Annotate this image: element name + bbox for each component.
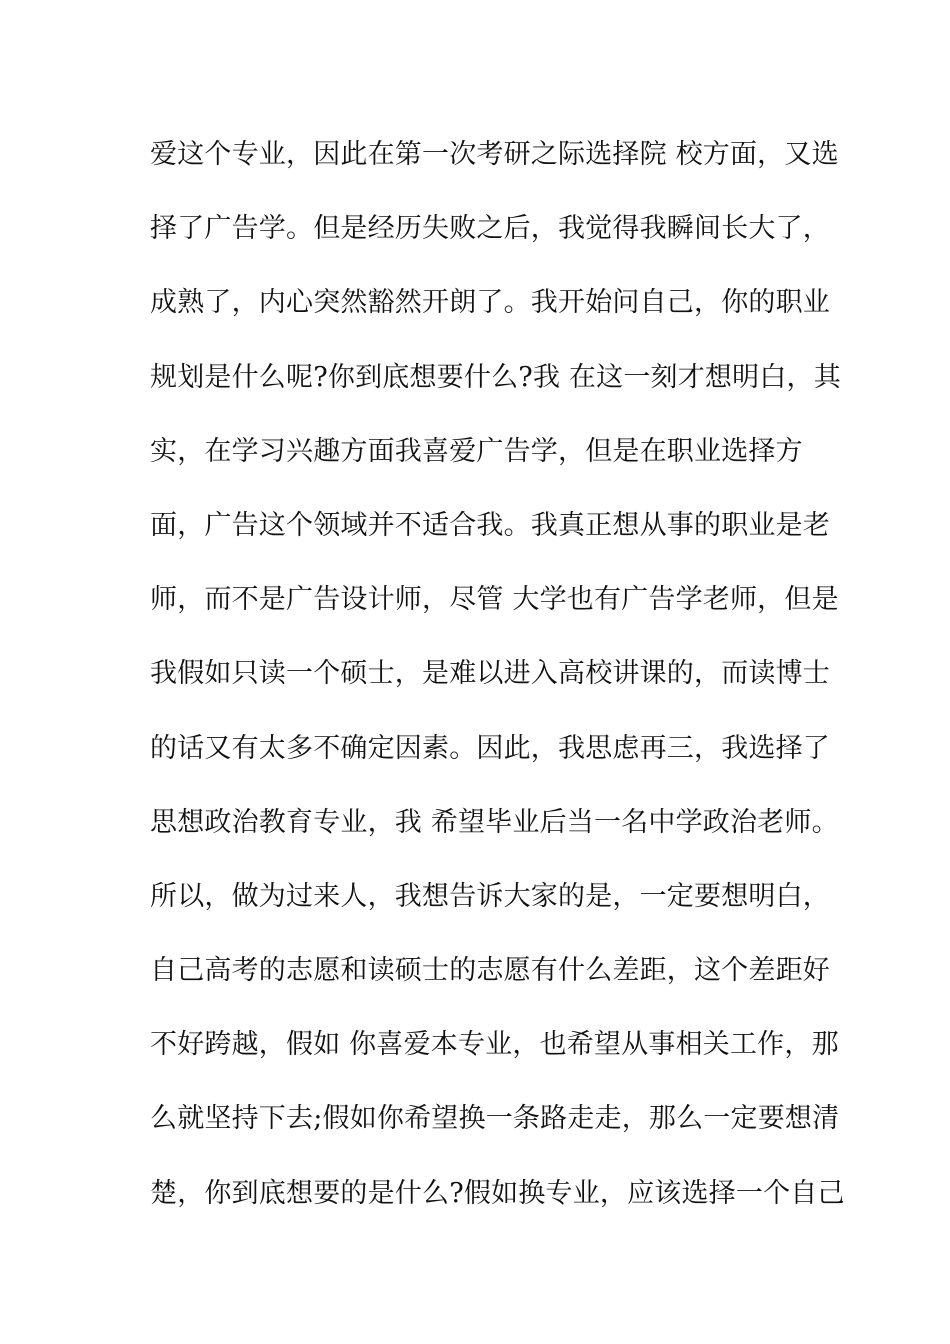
text-line-10: 思想政治教育专业，我 希望毕业后当一名中学政治老师。 <box>150 806 839 838</box>
text-line-8: 我假如只读一个硕士，是难以进入高校讲课的，而读博士 <box>150 658 830 690</box>
text-line-7: 师，而不是广告设计师，尽管 大学也有广告学老师，但是 <box>150 584 839 616</box>
text-line-11: 所以，做为过来人，我想告诉大家的是，一定要想明白， <box>150 880 830 912</box>
text-line-1: 爱这个专业，因此在第一次考研之际选择院 校方面，又选 <box>150 139 839 170</box>
body-text <box>150 130 845 1243</box>
text-line-2: 择了广告学。但是经历失败之后，我觉得我瞬间长大了， <box>150 213 830 245</box>
text-line-15: 楚，你到底想要的是什么?假如换专业，应该选择一个自己 <box>150 1177 845 1209</box>
text-line-9: 的话又有太多不确定因素。因此，我思虑再三，我选择了 <box>150 732 830 764</box>
text-line-5: 实，在学习兴趣方面我喜爱广告学，但是在职业选择方 <box>150 435 803 467</box>
text-line-3: 成熟了，内心突然豁然开朗了。我开始问自己，你的职业 <box>150 287 830 319</box>
text-line-12: 自己高考的志愿和读硕士的志愿有什么差距，这个差距好 <box>150 955 830 987</box>
text-line-4: 规划是什么呢?你到底想要什么?我 在这一刻才想明白，其 <box>150 361 841 393</box>
text-line-13: 不好跨越，假如 你喜爱本专业，也希望从事相关工作，那 <box>150 1029 839 1061</box>
text-line-6: 面，广告这个领域并不适合我。我真正想从事的职业是老 <box>150 509 830 541</box>
text-line-14: 么就坚持下去;假如你希望换一条路走走，那么一定要想清 <box>150 1103 840 1135</box>
